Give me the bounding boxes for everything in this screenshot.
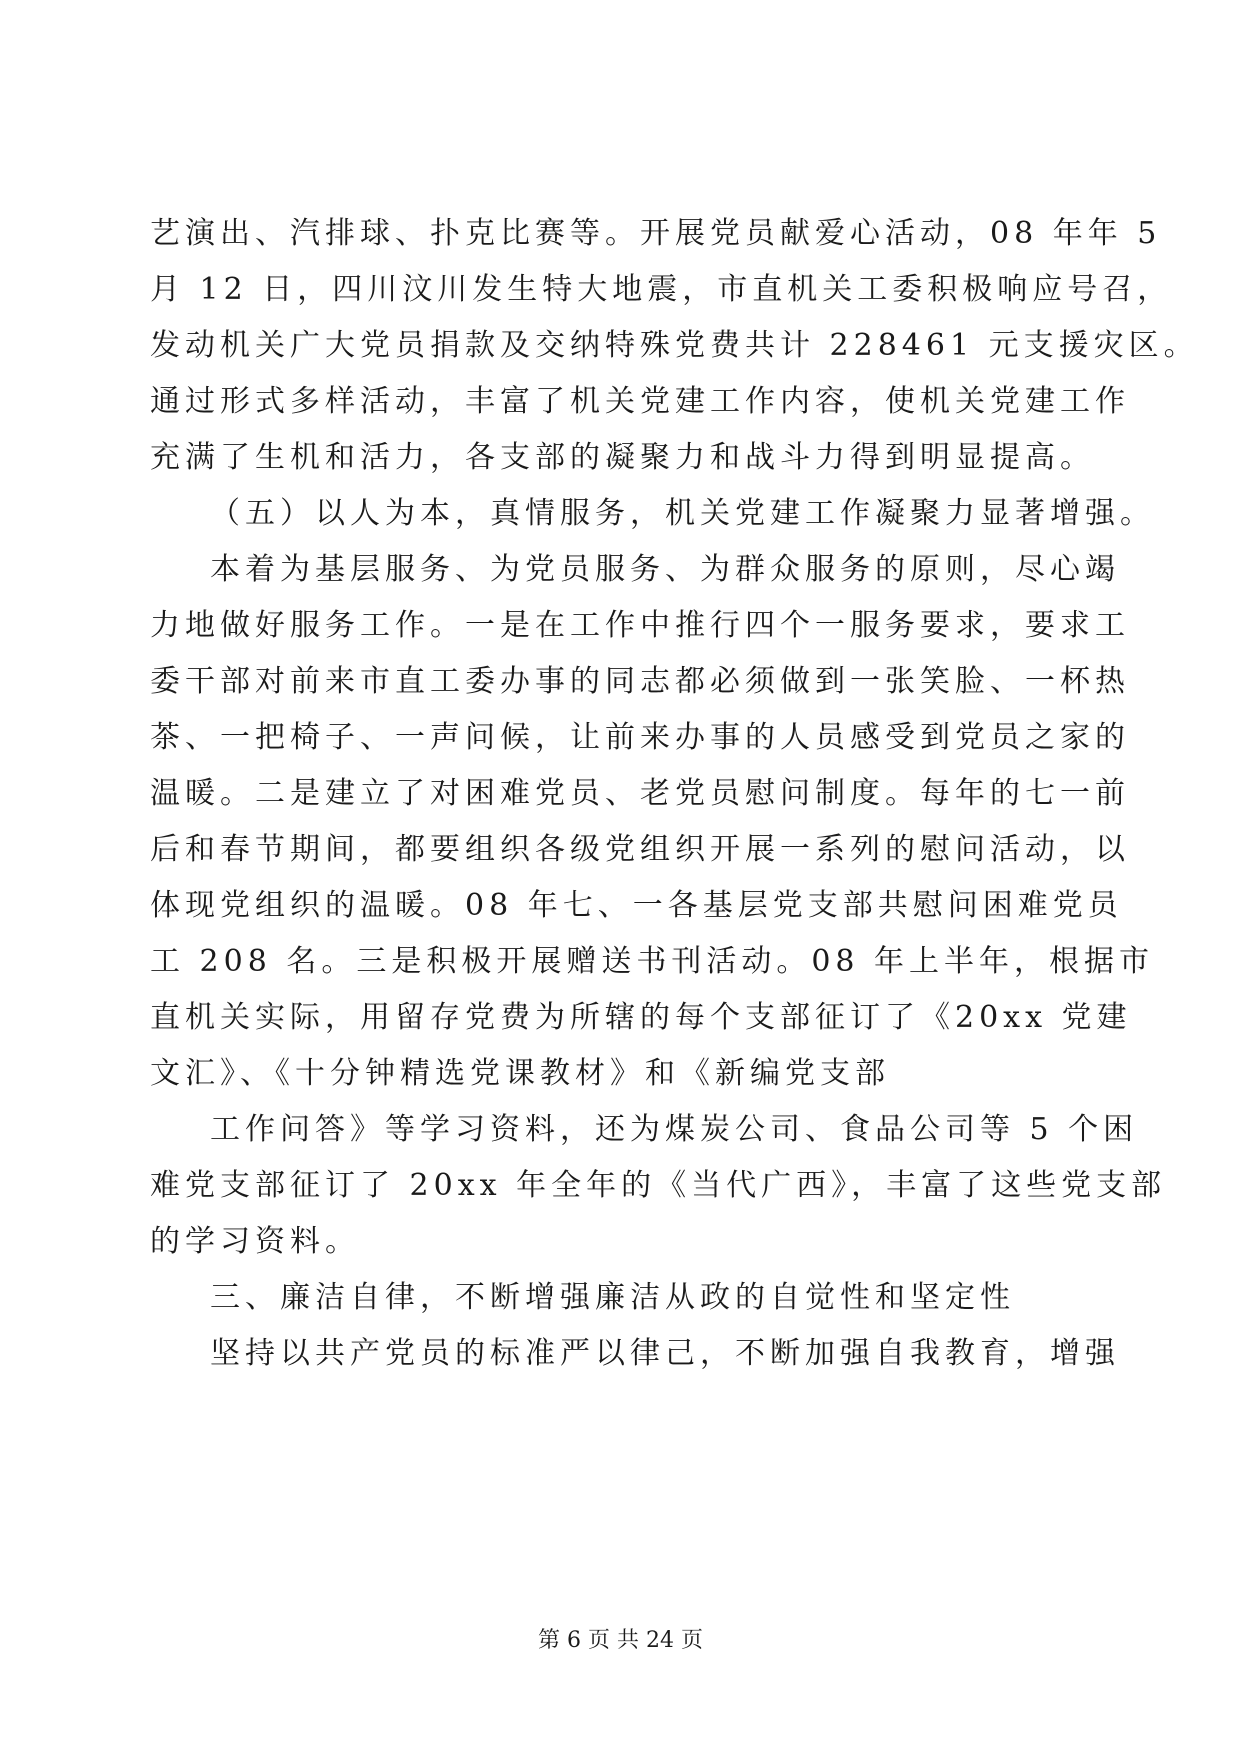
- text-line-15: 直机关实际，用留存党费为所辖的每个支部征订了《20xx 党建: [150, 1000, 1132, 1035]
- text-line-21: 坚持以共产党员的标准严以律己，不断加强自我教育，增强: [210, 1336, 1120, 1371]
- text-line-4: 通过形式多样活动，丰富了机关党建工作内容，使机关党建工作: [150, 384, 1130, 419]
- text-line-9: 委干部对前来市直工委办事的同志都必须做到一张笑脸、一杯热: [150, 664, 1130, 699]
- text-line-5: 充满了生机和活力，各支部的凝聚力和战斗力得到明显提高。: [150, 440, 1095, 475]
- section-heading-3: 三、廉洁自律，不断增强廉洁从政的自觉性和坚定性: [210, 1280, 1015, 1315]
- text-line-19: 的学习资料。: [150, 1224, 360, 1259]
- text-line-11: 温暖。二是建立了对困难党员、老党员慰问制度。每年的七一前: [150, 776, 1130, 811]
- text-line-13: 体现党组织的温暖。08 年七、一各基层党支部共慰问困难党员: [150, 888, 1123, 923]
- section-heading-5: （五）以人为本，真情服务，机关党建工作凝聚力显著增强。: [210, 496, 1155, 531]
- text-line-2: 月 12 日，四川汶川发生特大地震，市直机关工委积极响应号召，: [150, 272, 1173, 307]
- text-line-12: 后和春节期间，都要组织各级党组织开展一系列的慰问活动，以: [150, 832, 1130, 867]
- text-line-17: 工作问答》等学习资料，还为煤炭公司、食品公司等 5 个困: [210, 1112, 1139, 1147]
- text-line-18: 难党支部征订了 20xx 年全年的《当代广西》，丰富了这些党支部: [150, 1168, 1167, 1203]
- text-line-7: 本着为基层服务、为党员服务、为群众服务的原则，尽心竭: [210, 552, 1120, 587]
- text-line-10: 茶、一把椅子、一声问候，让前来办事的人员感受到党员之家的: [150, 720, 1130, 755]
- text-line-1: 艺演出、汽排球、扑克比赛等。开展党员献爱心活动，08 年年 5: [150, 216, 1162, 251]
- text-line-16: 文汇》、《十分钟精选党课教材》和《新编党支部: [150, 1056, 890, 1091]
- page-number-footer: 第 6 页 共 24 页: [538, 1628, 703, 1653]
- text-line-14: 工 208 名。三是积极开展赠送书刊活动。08 年上半年，根据市: [150, 944, 1155, 979]
- text-line-3: 发动机关广大党员捐款及交纳特殊党费共计 228461 元支援灾区。: [150, 328, 1199, 363]
- text-line-8: 力地做好服务工作。一是在工作中推行四个一服务要求，要求工: [150, 608, 1130, 643]
